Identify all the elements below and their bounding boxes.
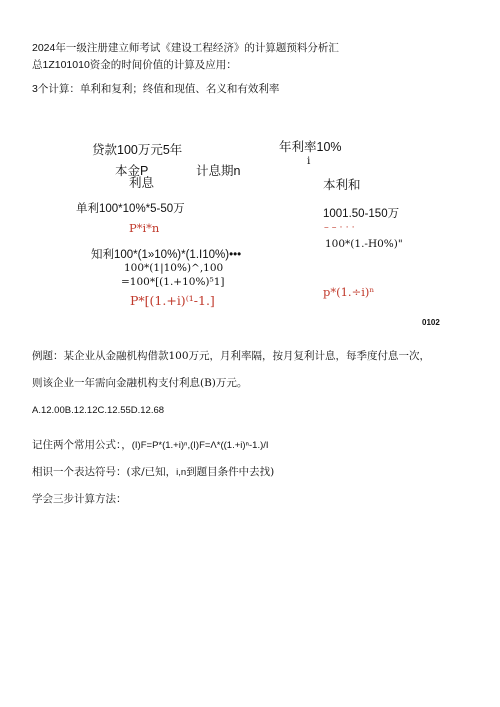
- interest-label: 利息: [129, 176, 155, 190]
- compound-total-formula: p*(1.÷i)ⁿ: [323, 285, 375, 299]
- compound-interest-line-3: =100*[(1.+10%)⁵1]: [121, 276, 225, 288]
- principal-label: 本金P: [115, 164, 149, 178]
- simple-interest-formula: P*i*n: [129, 221, 160, 235]
- symbol-note-prefix: 相识一个表达符号：(求/已知，: [32, 466, 177, 478]
- loan-label: 贷款100万元5年: [92, 143, 183, 157]
- period-label: 计息期n: [196, 164, 241, 178]
- title-line-1: 2024年一级注册建立师考试《建设工程经济》的计算题预料分析汇: [32, 42, 339, 54]
- simple-total-calc: 1001.50-150万: [323, 208, 400, 220]
- compound-interest-calc: 知利100*(1»10%)*(1.I10%)•••: [91, 249, 242, 261]
- symbol-note-suffix: 到题目条件中去找): [186, 466, 275, 478]
- method-note: 学会三步计算方法：: [32, 493, 127, 505]
- compound-total-calc: 100*(1.-H0%)": [325, 238, 403, 250]
- example-options: A.12.00B.12.12C.12.55D.12.68: [32, 405, 165, 416]
- example-line-1: 例题：某企业从金融机构借款100万元，月利率隔，按月复利计息，每季度付息一次，: [32, 350, 431, 362]
- dash-marks: – – · · ·: [324, 222, 355, 233]
- compound-interest-line-2: 100*(1|10%)^,100: [124, 262, 224, 274]
- intro-line: 3个计算：单利和复利；终值和现值、名义和有效利率: [32, 83, 280, 95]
- rate-label: 年利率10%: [279, 140, 342, 154]
- symbol-note: [32, 464, 274, 479]
- compound-interest-formula: P*[(1.+i)⁽¹-1.]: [130, 293, 215, 308]
- total-label: 本利和: [323, 178, 361, 192]
- formula-note-prefix: 记住两个常用公式：，: [32, 439, 132, 451]
- page-code: 0102: [422, 318, 440, 327]
- title-line-2: 总1Z101010资金的时间价值的计算及应用：: [32, 59, 237, 71]
- rate-symbol: i: [307, 155, 311, 167]
- simple-interest-calc: 单利100*10%*5-50万: [76, 203, 185, 215]
- formula-note-formulas: (I)F=P*(1.+i)ⁿ,(I)F=Λ*((1.+i)ⁿ-1.)/I: [131, 440, 269, 451]
- example-line-2: 则该企业一年需向金融机构支付利息(B)万元。: [32, 377, 248, 389]
- formula-note: [32, 437, 269, 452]
- symbol-note-vars: i,n: [176, 467, 187, 478]
